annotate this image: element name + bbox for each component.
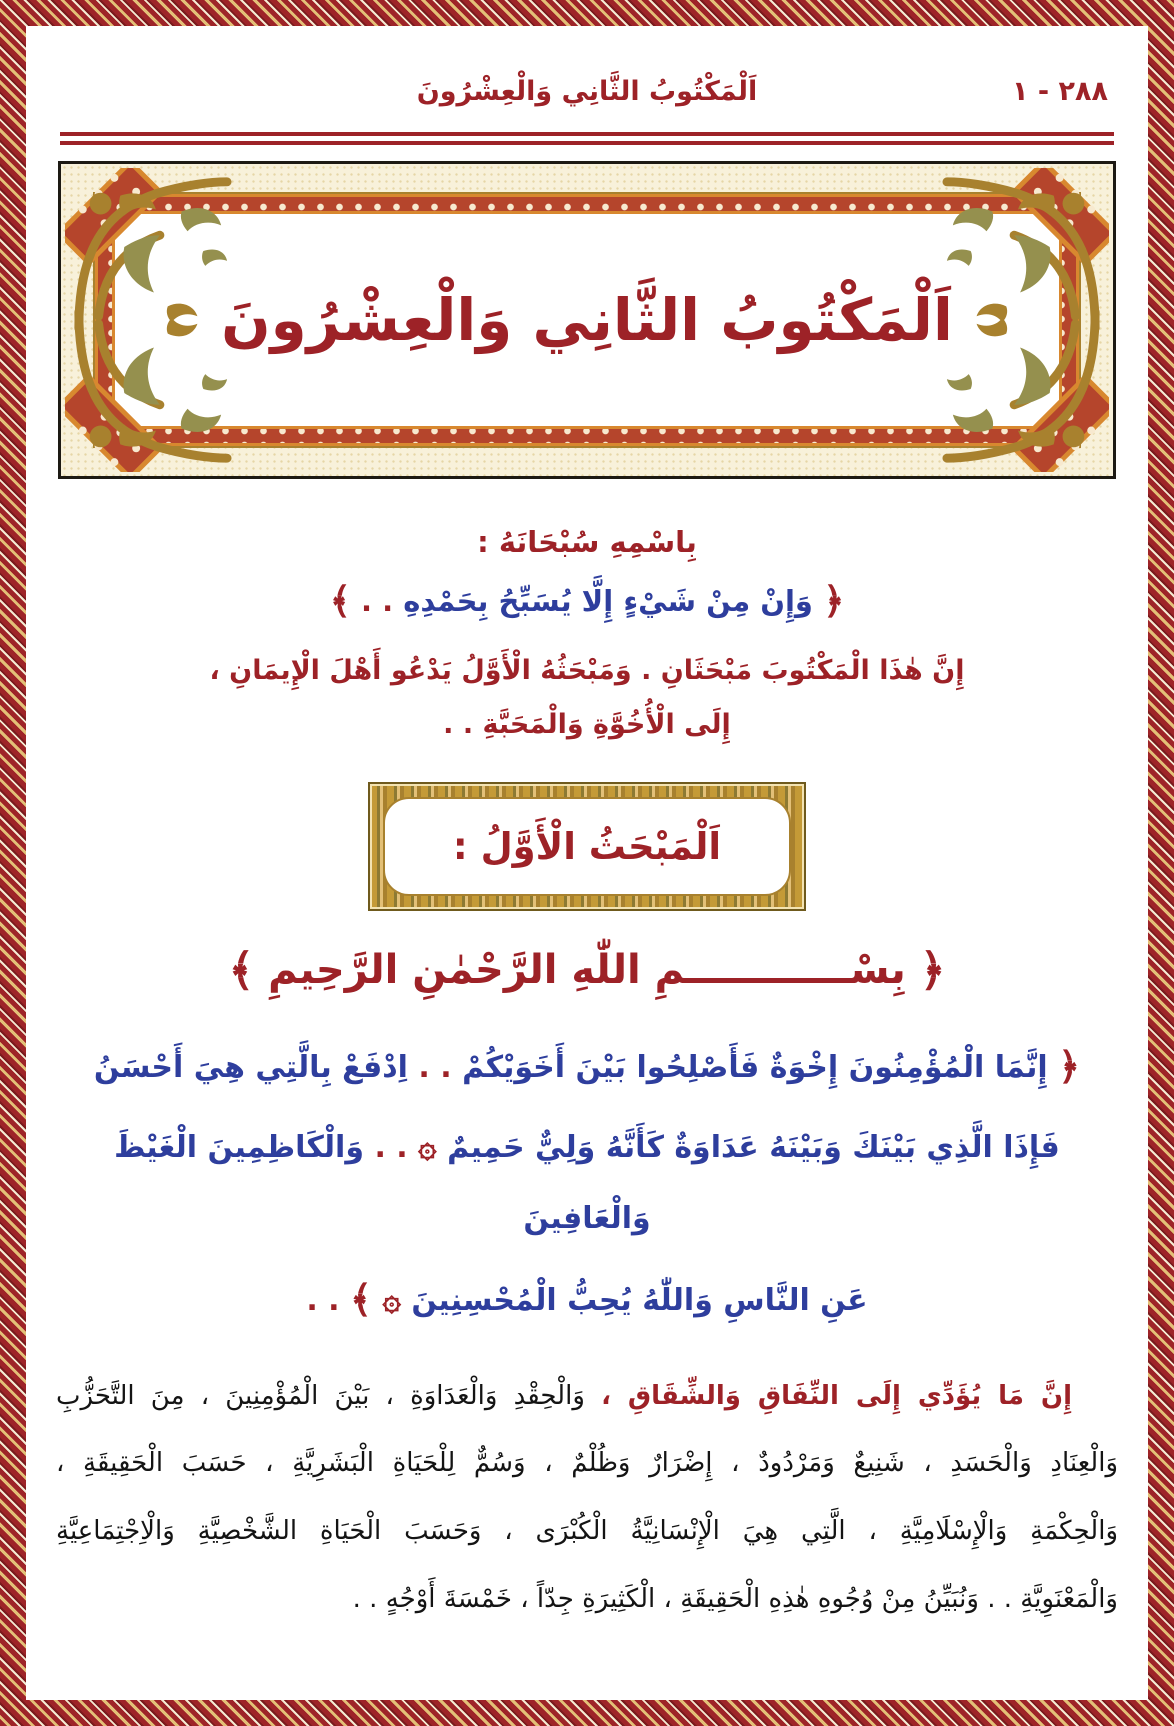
ornate-close-bracket-icon: ﴾ [228, 945, 255, 996]
tasbih-verse-text: وَإِنْ مِنْ شَيْءٍ إِلَّا يُسَبِّحُ بِحَمْدِهِ [403, 584, 813, 618]
quran-text: اِدْفَعْ بِالَّتِي هِيَ أَحْسَنُ [93, 1050, 408, 1085]
quran-quotation [56, 1022, 1118, 1343]
quran-text: فَإِذَا الَّذِي بَيْنَكَ وَبَيْنَهُ عَدَاوَةٌ كَأَنَّهُ وَلِيٌّ حَمِيمٌ [447, 1130, 1060, 1166]
quran-text: إِنَّمَا الْمُؤْمِنُونَ إِخْوَةٌ فَأَصْلِحُوا بَيْنَ أَخَوَيْكُمْ [462, 1050, 1048, 1085]
ornate-open-bracket-icon: ﴿ [823, 579, 845, 622]
topic-ornate-box [368, 782, 806, 911]
body-line-3 [56, 1498, 1118, 1566]
intro-line-1: إِنَّ هٰذَا الْمَكْتُوبَ مَبْحَثَانِ . وَمَبْحَثُهُ الْأَوَّلُ يَدْعُو أَهْلَ الْإِيمَانِ ، [209, 655, 965, 686]
verse-end-rosette-icon: ۞ [382, 1281, 401, 1318]
quran-line-3 [56, 1255, 1118, 1343]
illuminated-title-frame [58, 161, 1116, 479]
header-divider-rule [60, 132, 1114, 145]
running-header-title: اَلْمَكْتُوبُ الثَّانِي وَالْعِشْرُونَ [416, 76, 758, 107]
body-line-2 [56, 1430, 1118, 1498]
frame-inner-panel [112, 211, 1062, 429]
ornate-open-bracket-icon: ﴿ [1058, 1044, 1081, 1088]
bismillah-calligraphy [56, 945, 1118, 996]
page-header [56, 66, 1118, 118]
intro-line-2: إِلَى الْأُخُوَّةِ وَالْمَحَبَّةِ . . [443, 709, 731, 740]
quran-line-2 [56, 1110, 1118, 1255]
body-red-lead: إِنَّ مَا يُؤَدِّي إِلَى النِّفَاقِ وَالشِّقَاقِ ، [601, 1380, 1073, 1411]
body-line-1 [56, 1363, 1118, 1431]
body-paragraph [56, 1363, 1118, 1633]
body-text-segment: وَالْحِكْمَةِ وَالْإِسْلَامِيَّةِ ، الَّتِي هِيَ الْإِنْسَانِيَّةُ الْكُبْرَى ، وَحَسَبَ الْحَيَاةِ الشَّخْصِيَّةِ وَالْاِجْتِمَاعِيَّةِ [56, 1515, 1118, 1546]
quran-line-1 [56, 1022, 1118, 1110]
verse-end-rosette-icon: ۞ [418, 1129, 437, 1166]
red-dots: . . [407, 1050, 452, 1085]
letter-title: اَلْمَكْتُوبُ الثَّانِي وَالْعِشْرُونَ [221, 285, 953, 354]
quran-text: عَنِ النَّاسِ وَاللّٰهُ يُحِبُّ الْمُحْسِنِينَ [411, 1282, 868, 1318]
ornate-close-bracket-icon: ﴾ [350, 1276, 372, 1321]
page-number: ٢٨٨ - ١ [1012, 76, 1108, 107]
frame-dotted-band [95, 194, 1079, 446]
body-text-segment: وَالْعِنَادِ وَالْحَسَدِ ، شَنِيعٌ وَمَرْدُودٌ ، إِضْرَارٌ وَظُلْمٌ ، وَسُمٌّ لِلْحَيَاةِ الْبَشَرِيَّةِ ، حَسَبَ الْحَقِيقَةِ ، [56, 1448, 1118, 1479]
body-text-segment: وَالْحِقْدِ وَالْعَدَاوَةِ ، بَيْنَ الْمُؤْمِنِينَ ، مِنَ التَّحَزُّبِ [56, 1380, 602, 1411]
body-line-4 [56, 1566, 1118, 1634]
quran-text: وَالْكَاظِمِينَ الْغَيْظَ وَالْعَافِينَ [114, 1130, 651, 1237]
body-text-segment: وَالْمَعْنَوِيَّةِ . . وَنُبَيِّنُ مِنْ وُجُوهِ هٰذِهِ الْحَقِيقَةِ ، الْكَثِيرَةِ جِدّاً ، خَمْسَةَ أَوْجُهٍ . . [352, 1583, 1118, 1614]
introduction-text [56, 644, 1118, 752]
ornate-close-bracket-icon: ﴾ [329, 579, 351, 622]
tasbih-verse [56, 579, 1118, 622]
red-dots: . . [306, 1282, 340, 1318]
ornate-open-bracket-icon: ﴿ [919, 945, 946, 996]
page [26, 26, 1148, 1700]
topic-title: اَلْمَبْحَثُ الْأَوَّلُ : [383, 797, 791, 896]
basmala-heading: بِاسْمِهِ سُبْحَانَهُ : [477, 525, 697, 559]
bismillah-text: بِسْــــــــــــمِ اللّٰهِ الرَّحْمٰنِ الرَّحِيمِ [268, 947, 906, 993]
verse-dots: . . [350, 584, 394, 618]
red-dots: . . [364, 1130, 408, 1166]
